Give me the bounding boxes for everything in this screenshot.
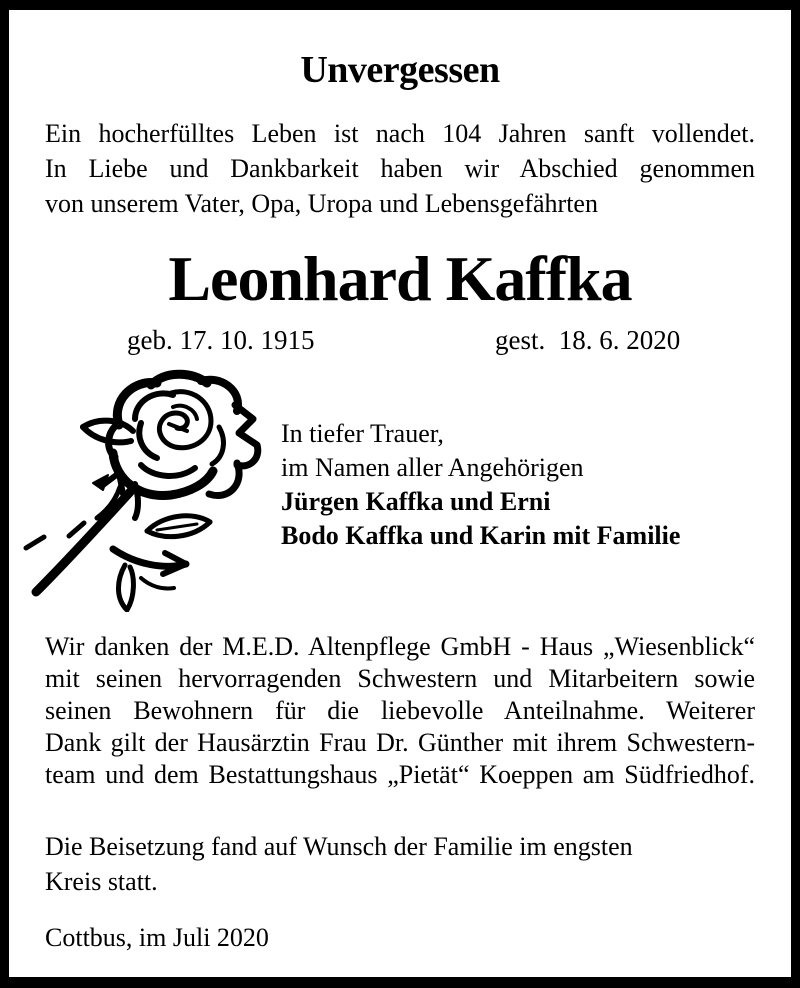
death-date: gest. 18. 6. 2020	[495, 324, 681, 355]
intro-line: von unserem Vater, Opa, Uropa und Lebensgefährten	[45, 188, 598, 218]
intro-line: In Liebe und Dankbarkeit haben wir Abschied genommen	[45, 153, 755, 183]
thanks-line: team und dem Bestattungshaus „Pietät“ Koeppen am Südfriedhof.	[45, 759, 755, 789]
place-and-date: Cottbus, im Juli 2020	[45, 922, 269, 952]
mourner-name: Bodo Kaffka und Karin mit Familie	[281, 520, 681, 550]
notice-title: Unvergessen	[300, 49, 500, 91]
thanks-line: mit seinen hervorragenden Schwestern und Mitarbeitern sowie	[45, 663, 755, 693]
mourning-section	[9, 367, 791, 615]
burial-paragraph	[9, 829, 791, 899]
thanks-line: Dank gilt der Hausärztin Frau Dr. Günther mit ihrem Schwestern-	[45, 727, 755, 757]
burial-line: Kreis statt.	[45, 866, 158, 896]
intro-paragraph	[9, 116, 791, 221]
mourner-name: Jürgen Kaffka und Erni	[281, 486, 551, 516]
mourning-line: im Namen aller Angehörigen	[281, 452, 584, 482]
intro-line: Ein hocherfülltes Leben ist nach 104 Jahren sanft vollendet.	[45, 118, 755, 148]
thanks-line: seinen Bewohnern für die liebevolle Anteilnahme. Weiterer	[45, 695, 755, 725]
rose-sketch-icon	[23, 367, 263, 612]
thanks-line: Wir danken der M.E.D. Altenpflege GmbH - Haus „Wiesenblick“	[45, 631, 755, 661]
life-dates	[9, 325, 791, 359]
deceased-name: Leonhard Kaffka	[168, 242, 632, 314]
thanks-paragraph	[9, 631, 791, 791]
mourning-text	[281, 367, 680, 553]
notice-page	[9, 10, 791, 977]
burial-line: Die Beisetzung fand auf Wunsch der Familie im engsten	[45, 831, 633, 861]
mourning-line: In tiefer Trauer,	[281, 418, 444, 448]
birth-date: geb. 17. 10. 1915	[127, 324, 315, 355]
